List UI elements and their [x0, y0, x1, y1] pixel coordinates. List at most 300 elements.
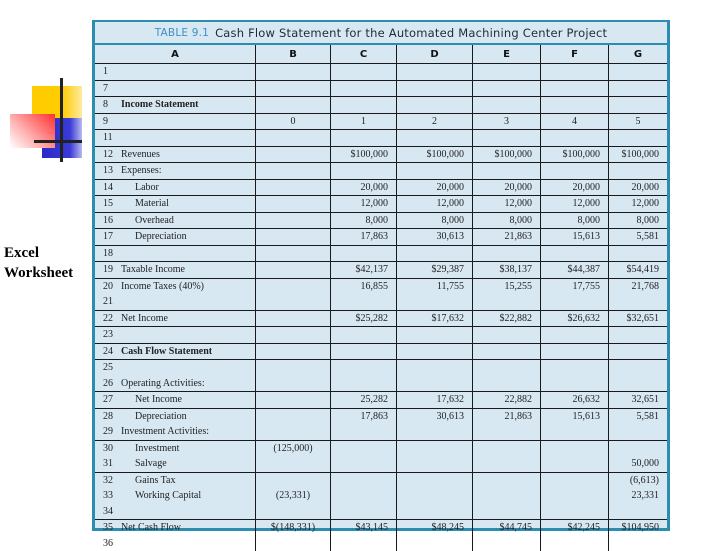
- column-cells: [256, 64, 331, 80]
- row-label: Investment: [121, 443, 179, 454]
- row-number: 30: [103, 441, 121, 457]
- year-3-cell[interactable]: 12,000: [473, 196, 540, 212]
- year-0-cell[interactable]: [256, 163, 330, 179]
- year-1-cell[interactable]: [331, 64, 396, 80]
- horizontal-line-shape: [34, 140, 82, 143]
- year-5-cell[interactable]: [609, 81, 667, 97]
- year-5-cell[interactable]: [609, 441, 667, 457]
- year-4-cell[interactable]: [541, 327, 608, 343]
- column-cells: [541, 229, 609, 245]
- year-0-cell[interactable]: [256, 229, 330, 245]
- year-4-cell[interactable]: 20,000: [541, 180, 608, 196]
- year-0-cell[interactable]: 0: [256, 114, 330, 130]
- column-header-c[interactable]: C: [331, 45, 397, 63]
- column-cells: [473, 213, 541, 229]
- year-2-cell[interactable]: $48,245: [397, 520, 472, 536]
- row-label-cell[interactable]: [95, 520, 255, 536]
- column-cells: [541, 246, 609, 262]
- column-cells: [256, 279, 331, 310]
- year-2-cell[interactable]: 2: [397, 114, 472, 130]
- year-5-cell[interactable]: 8,000: [609, 213, 667, 229]
- column-header-f[interactable]: F: [541, 45, 609, 63]
- year-1-cell[interactable]: $43,145: [331, 520, 396, 536]
- column-cells: [331, 130, 397, 146]
- column-cells: [95, 262, 256, 278]
- row-label: Working Capital: [121, 490, 201, 501]
- year-2-cell[interactable]: 8,000: [397, 213, 472, 229]
- year-0-cell[interactable]: [256, 311, 330, 327]
- row-group: [95, 520, 667, 551]
- year-1-cell[interactable]: 20,000: [331, 180, 396, 196]
- column-cells: [256, 520, 331, 551]
- year-5-cell[interactable]: 5,581: [609, 409, 667, 425]
- year-0-cell[interactable]: [256, 180, 330, 196]
- year-1-cell[interactable]: $100,000: [331, 147, 396, 163]
- year-5-cell[interactable]: $104,950: [609, 520, 667, 536]
- year-3-cell[interactable]: [473, 504, 540, 520]
- column-cells: [473, 130, 541, 146]
- year-5-cell[interactable]: [609, 294, 667, 310]
- year-4-cell[interactable]: [541, 504, 608, 520]
- year-2-cell[interactable]: [397, 327, 472, 343]
- row-label-cell[interactable]: [95, 213, 255, 229]
- year-2-cell[interactable]: [397, 64, 472, 80]
- year-5-cell[interactable]: 5: [609, 114, 667, 130]
- year-3-cell[interactable]: [473, 536, 540, 551]
- year-4-cell[interactable]: [541, 536, 608, 551]
- year-4-cell[interactable]: $44,387: [541, 262, 608, 278]
- year-3-cell[interactable]: [473, 376, 540, 392]
- year-1-cell[interactable]: [331, 504, 396, 520]
- year-4-cell[interactable]: [541, 488, 608, 504]
- year-5-cell[interactable]: [609, 64, 667, 80]
- row-label-cell[interactable]: [95, 64, 255, 80]
- row-label-cell[interactable]: [95, 441, 255, 457]
- year-2-cell[interactable]: [397, 294, 472, 310]
- year-1-cell[interactable]: 17,863: [331, 409, 396, 425]
- row-label-cell[interactable]: [95, 392, 255, 408]
- column-cells: [397, 114, 473, 130]
- row-label-cell[interactable]: [95, 409, 255, 425]
- year-4-cell[interactable]: [541, 81, 608, 97]
- year-3-cell[interactable]: [473, 97, 540, 113]
- column-cells: [473, 409, 541, 440]
- year-0-cell[interactable]: $(148,331): [256, 520, 330, 536]
- row-number: 25: [103, 360, 121, 376]
- year-0-cell[interactable]: [256, 97, 330, 113]
- row-label: Depreciation: [121, 411, 187, 422]
- column-cells: [609, 473, 667, 520]
- year-4-cell[interactable]: [541, 294, 608, 310]
- year-5-cell[interactable]: [609, 536, 667, 551]
- year-5-cell[interactable]: [609, 130, 667, 146]
- row-label-cell[interactable]: [95, 97, 255, 113]
- row-label-cell[interactable]: [95, 488, 255, 504]
- year-3-cell[interactable]: [473, 456, 540, 472]
- column-cells: [95, 246, 256, 262]
- year-0-cell[interactable]: (125,000): [256, 441, 330, 457]
- column-header-b[interactable]: B: [256, 45, 331, 63]
- year-2-cell[interactable]: [397, 360, 472, 376]
- row-group: [95, 279, 667, 311]
- year-4-cell[interactable]: [541, 360, 608, 376]
- row-label-cell[interactable]: [95, 504, 255, 520]
- year-0-cell[interactable]: [256, 536, 330, 551]
- year-2-cell[interactable]: [397, 246, 472, 262]
- row-label-cell[interactable]: [95, 536, 255, 551]
- row-number: 14: [103, 180, 121, 196]
- year-5-cell[interactable]: [609, 424, 667, 440]
- year-1-cell[interactable]: [331, 344, 396, 360]
- year-4-cell[interactable]: [541, 246, 608, 262]
- row-label: Cash Flow Statement: [121, 346, 212, 357]
- row-label-cell[interactable]: [95, 196, 255, 212]
- year-3-cell[interactable]: [473, 360, 540, 376]
- year-1-cell[interactable]: [331, 424, 396, 440]
- year-5-cell[interactable]: 23,331: [609, 488, 667, 504]
- year-4-cell[interactable]: [541, 130, 608, 146]
- year-2-cell[interactable]: 30,613: [397, 409, 472, 425]
- year-1-cell[interactable]: $25,282: [331, 311, 396, 327]
- year-1-cell[interactable]: [331, 376, 396, 392]
- column-cells: [95, 311, 256, 327]
- year-1-cell[interactable]: 8,000: [331, 213, 396, 229]
- year-3-cell[interactable]: [473, 294, 540, 310]
- column-cells: [95, 229, 256, 245]
- column-cells: [609, 311, 667, 327]
- year-5-cell[interactable]: [609, 504, 667, 520]
- row-label-cell[interactable]: [95, 376, 255, 392]
- year-3-cell[interactable]: [473, 81, 540, 97]
- year-3-cell[interactable]: [473, 441, 540, 457]
- column-cells: [397, 520, 473, 551]
- year-1-cell[interactable]: 12,000: [331, 196, 396, 212]
- year-0-cell[interactable]: (23,331): [256, 488, 330, 504]
- column-cells: [95, 196, 256, 212]
- year-4-cell[interactable]: [541, 456, 608, 472]
- year-4-cell[interactable]: [541, 441, 608, 457]
- column-cells: [609, 360, 667, 391]
- year-0-cell[interactable]: [256, 344, 330, 360]
- column-cells: [397, 163, 473, 179]
- row-label-cell[interactable]: [95, 81, 255, 97]
- year-1-cell[interactable]: [331, 163, 396, 179]
- year-5-cell[interactable]: [609, 360, 667, 376]
- year-0-cell[interactable]: [256, 130, 330, 146]
- year-4-cell[interactable]: $42,245: [541, 520, 608, 536]
- year-1-cell[interactable]: 16,855: [331, 279, 396, 295]
- year-3-cell[interactable]: [473, 344, 540, 360]
- column-cells: [541, 114, 609, 130]
- year-4-cell[interactable]: [541, 97, 608, 113]
- row-label-cell[interactable]: [95, 424, 255, 440]
- year-5-cell[interactable]: 20,000: [609, 180, 667, 196]
- column-cells: [331, 64, 397, 80]
- row-number: 21: [103, 294, 121, 310]
- year-3-cell[interactable]: [473, 488, 540, 504]
- year-2-cell[interactable]: [397, 163, 472, 179]
- year-2-cell[interactable]: [397, 456, 472, 472]
- column-cells: [541, 473, 609, 520]
- row-number: 22: [103, 311, 121, 327]
- row-group: [95, 262, 667, 279]
- year-3-cell[interactable]: $44,745: [473, 520, 540, 536]
- year-3-cell[interactable]: 20,000: [473, 180, 540, 196]
- year-4-cell[interactable]: [541, 64, 608, 80]
- year-3-cell[interactable]: [473, 163, 540, 179]
- column-cells: [609, 520, 667, 551]
- column-cells: [331, 229, 397, 245]
- year-2-cell[interactable]: [397, 441, 472, 457]
- row-number: 11: [103, 130, 121, 146]
- year-3-cell[interactable]: $100,000: [473, 147, 540, 163]
- year-2-cell[interactable]: [397, 488, 472, 504]
- year-3-cell[interactable]: [473, 246, 540, 262]
- year-5-cell[interactable]: 32,651: [609, 392, 667, 408]
- column-cells: [541, 81, 609, 97]
- year-3-cell[interactable]: 22,882: [473, 392, 540, 408]
- year-3-cell[interactable]: $22,882: [473, 311, 540, 327]
- year-2-cell[interactable]: [397, 344, 472, 360]
- year-3-cell[interactable]: 8,000: [473, 213, 540, 229]
- year-1-cell[interactable]: [331, 456, 396, 472]
- year-0-cell[interactable]: [256, 392, 330, 408]
- row-label-cell[interactable]: [95, 327, 255, 343]
- row-label: Overhead: [121, 215, 174, 226]
- year-2-cell[interactable]: [397, 504, 472, 520]
- year-5-cell[interactable]: 5,581: [609, 229, 667, 245]
- year-3-cell[interactable]: [473, 327, 540, 343]
- column-cells: [331, 97, 397, 113]
- year-0-cell[interactable]: [256, 246, 330, 262]
- row-label-cell[interactable]: [95, 246, 255, 262]
- year-1-cell[interactable]: 25,282: [331, 392, 396, 408]
- year-5-cell[interactable]: [609, 97, 667, 113]
- year-1-cell[interactable]: 17,863: [331, 229, 396, 245]
- year-2-cell[interactable]: [397, 130, 472, 146]
- row-label-cell[interactable]: [95, 229, 255, 245]
- year-0-cell[interactable]: [256, 196, 330, 212]
- year-3-cell[interactable]: 15,255: [473, 279, 540, 295]
- year-4-cell[interactable]: 4: [541, 114, 608, 130]
- year-4-cell[interactable]: $100,000: [541, 147, 608, 163]
- year-5-cell[interactable]: $54,419: [609, 262, 667, 278]
- year-5-cell[interactable]: (6,613): [609, 473, 667, 489]
- year-2-cell[interactable]: 17,632: [397, 392, 472, 408]
- year-3-cell[interactable]: $38,137: [473, 262, 540, 278]
- row-label-cell[interactable]: [95, 456, 255, 472]
- year-1-cell[interactable]: [331, 536, 396, 551]
- year-4-cell[interactable]: 26,632: [541, 392, 608, 408]
- row-label-cell[interactable]: [95, 473, 255, 489]
- row-number: 7: [103, 81, 121, 97]
- year-1-cell[interactable]: [331, 97, 396, 113]
- year-1-cell[interactable]: [331, 488, 396, 504]
- year-2-cell[interactable]: 12,000: [397, 196, 472, 212]
- column-cells: [331, 392, 397, 408]
- row-label-cell[interactable]: [95, 262, 255, 278]
- year-5-cell[interactable]: [609, 163, 667, 179]
- column-header-e[interactable]: E: [473, 45, 541, 63]
- year-5-cell[interactable]: [609, 327, 667, 343]
- column-cells: [609, 344, 667, 360]
- year-2-cell[interactable]: [397, 473, 472, 489]
- year-0-cell[interactable]: [256, 294, 330, 310]
- year-5-cell[interactable]: 12,000: [609, 196, 667, 212]
- year-3-cell[interactable]: [473, 473, 540, 489]
- year-1-cell[interactable]: 1: [331, 114, 396, 130]
- column-cells: [256, 409, 331, 440]
- year-0-cell[interactable]: [256, 327, 330, 343]
- year-0-cell[interactable]: [256, 213, 330, 229]
- row-label-cell[interactable]: [95, 130, 255, 146]
- column-header-a[interactable]: A: [95, 45, 256, 63]
- year-1-cell[interactable]: [331, 130, 396, 146]
- row-number: 26: [103, 376, 121, 392]
- column-cells: [609, 130, 667, 146]
- row-label-cell[interactable]: [95, 114, 255, 130]
- year-4-cell[interactable]: [541, 163, 608, 179]
- year-0-cell[interactable]: [256, 456, 330, 472]
- year-0-cell[interactable]: [256, 504, 330, 520]
- row-label: Income Statement: [121, 99, 198, 110]
- year-1-cell[interactable]: [331, 294, 396, 310]
- year-2-cell[interactable]: $100,000: [397, 147, 472, 163]
- year-3-cell[interactable]: [473, 424, 540, 440]
- year-4-cell[interactable]: [541, 376, 608, 392]
- column-cells: [541, 441, 609, 472]
- year-4-cell[interactable]: [541, 344, 608, 360]
- column-cells: [256, 344, 331, 360]
- year-4-cell[interactable]: [541, 473, 608, 489]
- column-cells: [95, 520, 256, 551]
- year-3-cell[interactable]: 3: [473, 114, 540, 130]
- column-cells: [541, 97, 609, 113]
- column-cells: [95, 441, 256, 472]
- year-1-cell[interactable]: [331, 473, 396, 489]
- year-5-cell[interactable]: [609, 376, 667, 392]
- year-3-cell[interactable]: [473, 130, 540, 146]
- year-1-cell[interactable]: $42,137: [331, 262, 396, 278]
- year-5-cell[interactable]: $32,651: [609, 311, 667, 327]
- column-cells: [256, 473, 331, 520]
- row-label: Investment Activities:: [121, 426, 209, 437]
- year-4-cell[interactable]: 15,613: [541, 229, 608, 245]
- year-0-cell[interactable]: [256, 64, 330, 80]
- row-number: 15: [103, 196, 121, 212]
- year-5-cell[interactable]: $100,000: [609, 147, 667, 163]
- row-number: 13: [103, 163, 121, 179]
- year-2-cell[interactable]: [397, 536, 472, 551]
- year-4-cell[interactable]: 8,000: [541, 213, 608, 229]
- column-cells: [256, 441, 331, 472]
- year-3-cell[interactable]: 21,863: [473, 409, 540, 425]
- year-4-cell[interactable]: 17,755: [541, 279, 608, 295]
- year-4-cell[interactable]: 12,000: [541, 196, 608, 212]
- year-4-cell[interactable]: 15,613: [541, 409, 608, 425]
- row-label-cell[interactable]: [95, 147, 255, 163]
- row-label: Net Income: [121, 313, 168, 324]
- column-cells: [95, 81, 256, 97]
- column-cells: [609, 114, 667, 130]
- year-2-cell[interactable]: $17,632: [397, 311, 472, 327]
- row-group: [95, 344, 667, 361]
- year-1-cell[interactable]: [331, 246, 396, 262]
- year-2-cell[interactable]: $29,387: [397, 262, 472, 278]
- row-label-cell[interactable]: [95, 360, 255, 376]
- column-cells: [609, 392, 667, 408]
- column-cells: [331, 163, 397, 179]
- year-4-cell[interactable]: [541, 424, 608, 440]
- column-cells: [609, 246, 667, 262]
- year-0-cell[interactable]: [256, 360, 330, 376]
- year-2-cell[interactable]: 20,000: [397, 180, 472, 196]
- year-3-cell[interactable]: 21,863: [473, 229, 540, 245]
- year-1-cell[interactable]: [331, 441, 396, 457]
- year-4-cell[interactable]: $26,632: [541, 311, 608, 327]
- year-3-cell[interactable]: [473, 64, 540, 80]
- row-label: Salvage: [121, 458, 167, 469]
- row-label-cell[interactable]: [95, 311, 255, 327]
- year-1-cell[interactable]: [331, 327, 396, 343]
- year-5-cell[interactable]: 50,000: [609, 456, 667, 472]
- row-number: 23: [103, 327, 121, 343]
- year-2-cell[interactable]: [397, 81, 472, 97]
- year-0-cell[interactable]: [256, 147, 330, 163]
- year-0-cell[interactable]: [256, 409, 330, 425]
- year-0-cell[interactable]: [256, 81, 330, 97]
- year-2-cell[interactable]: [397, 424, 472, 440]
- row-label-cell[interactable]: [95, 344, 255, 360]
- year-2-cell[interactable]: [397, 97, 472, 113]
- column-header-d[interactable]: D: [397, 45, 473, 63]
- year-5-cell[interactable]: [609, 246, 667, 262]
- column-cells: [397, 180, 473, 196]
- year-5-cell[interactable]: 21,768: [609, 279, 667, 295]
- year-0-cell[interactable]: [256, 279, 330, 295]
- row-group: [95, 97, 667, 114]
- row-label-cell[interactable]: [95, 294, 255, 310]
- column-cells: [256, 311, 331, 327]
- year-1-cell[interactable]: [331, 360, 396, 376]
- row-group: [95, 441, 667, 473]
- column-cells: [397, 147, 473, 163]
- column-cells: [541, 64, 609, 80]
- column-cells: [397, 409, 473, 440]
- column-cells: [331, 114, 397, 130]
- row-label: Material: [121, 198, 169, 209]
- row-number: 29: [103, 424, 121, 440]
- row-label: Net Cash Flow: [121, 522, 181, 533]
- column-cells: [397, 130, 473, 146]
- year-1-cell[interactable]: [331, 81, 396, 97]
- year-0-cell[interactable]: [256, 424, 330, 440]
- year-2-cell[interactable]: [397, 376, 472, 392]
- row-label-cell[interactable]: [95, 180, 255, 196]
- year-5-cell[interactable]: [609, 344, 667, 360]
- row-label-cell[interactable]: [95, 279, 255, 295]
- year-0-cell[interactable]: [256, 376, 330, 392]
- column-header-g[interactable]: G: [609, 45, 667, 63]
- row-label: Revenues: [121, 149, 160, 160]
- row-label-cell[interactable]: [95, 163, 255, 179]
- row-number: 24: [103, 344, 121, 360]
- year-2-cell[interactable]: 11,755: [397, 279, 472, 295]
- year-0-cell[interactable]: [256, 262, 330, 278]
- year-0-cell[interactable]: [256, 473, 330, 489]
- column-cells: [397, 473, 473, 520]
- year-2-cell[interactable]: 30,613: [397, 229, 472, 245]
